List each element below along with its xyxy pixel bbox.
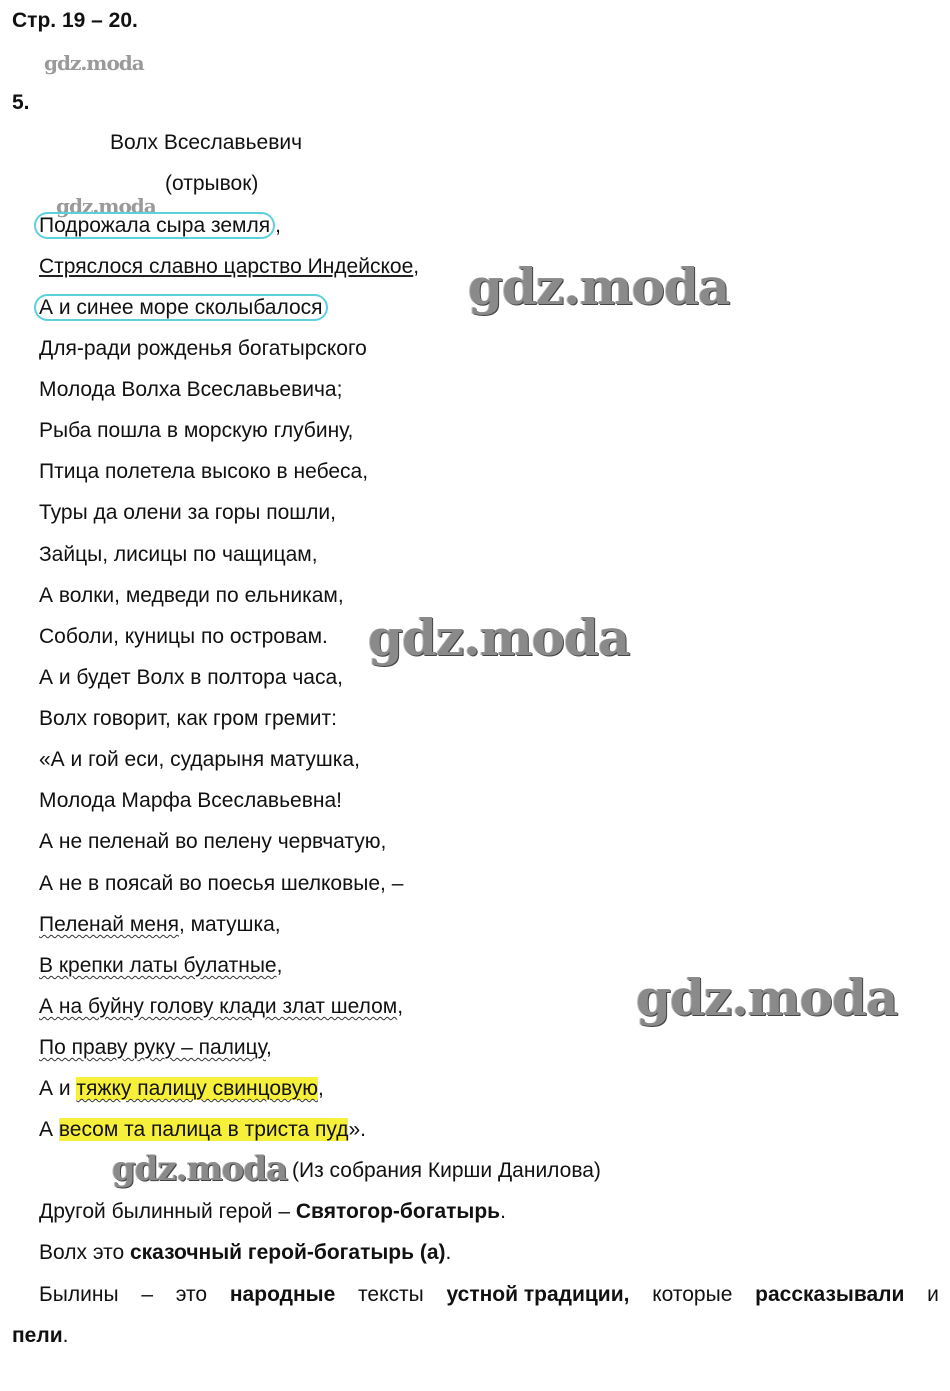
poem-line: Подрожала сыра земля , xyxy=(39,215,281,236)
answer-line: пели. xyxy=(12,1324,69,1347)
wavy-underlined-phrase: В крепки латы булатные xyxy=(39,954,277,977)
poem-source: (Из собрания Кирши Данилова) xyxy=(292,1159,601,1182)
poem-line: Зайцы, лисицы по чащицам, xyxy=(39,543,318,566)
answer-bold: Святогор-богатырь xyxy=(295,1200,501,1223)
watermark: gdz.moda xyxy=(368,608,630,667)
underlined-phrase: Стряслося славно царство Индейское xyxy=(39,255,414,278)
page-reference: Стр. 19 – 20. xyxy=(12,9,138,32)
wavy-underlined-phrase: А на буйну голову клади злат шелом xyxy=(39,995,398,1018)
answer-line: Волх это сказочный герой-богатырь (а). xyxy=(39,1241,452,1264)
answer-line: Былины – это народные тексты устной традиции, которые рассказывали и xyxy=(39,1283,939,1306)
poem-subtitle: (отрывок) xyxy=(165,172,259,195)
wavy-underlined-phrase: Пеленай меня xyxy=(39,913,179,936)
poem-line: Молода Марфа Всеславьевна! xyxy=(39,789,342,812)
task-number: 5. xyxy=(12,91,30,114)
circled-phrase: А и синее море сколыбалося xyxy=(34,294,328,321)
poem-line: Птица полетела высоко в небеса, xyxy=(39,460,369,483)
watermark: gdz.moda xyxy=(112,1149,288,1189)
answer-bold: народные xyxy=(229,1283,336,1306)
poem-line: Молода Волха Всеславьевича; xyxy=(39,378,343,401)
watermark: gdz.moda xyxy=(56,194,156,218)
poem-line: А не пеленай во пелену червчатую, xyxy=(39,830,387,853)
poem-line: Рыба пошла в морскую глубину, xyxy=(39,419,354,442)
poem-line: По праву руку – палицу, xyxy=(39,1036,272,1059)
wavy-underlined-phrase: По праву руку – палицу xyxy=(39,1036,267,1059)
poem-line: А и будет Волх в полтора часа, xyxy=(39,666,343,689)
poem-line: Соболи, куницы по островам. xyxy=(39,625,328,648)
poem-line: Волх говорит, как гром гремит: xyxy=(39,707,337,730)
answer-line: Другой былинный герой – Святогор-богатырь. xyxy=(39,1200,506,1223)
answer-bold: устной традиции, xyxy=(446,1283,630,1306)
highlighted-phrase: тяжку палицу свинцовую xyxy=(76,1077,318,1100)
poem-line: Стряслося славно царство Индейское, xyxy=(39,255,420,278)
poem-line: Для-ради рожденья богатырского xyxy=(39,337,367,360)
poem-line: А и тяжку палицу свинцовую, xyxy=(39,1077,324,1100)
poem-line: А на буйну голову клади злат шелом, xyxy=(39,995,404,1018)
answer-bold: пели xyxy=(12,1324,63,1347)
poem-line: А весом та палица в триста пуд». xyxy=(39,1118,366,1141)
poem-line: А не в поясай во поесья шелковые, – xyxy=(39,872,404,895)
watermark: gdz.moda xyxy=(636,968,898,1027)
answer-bold: рассказывали xyxy=(755,1283,905,1306)
poem-line: Пеленай меня, матушка, xyxy=(39,913,281,936)
poem-line: «А и гой еси, сударыня матушка, xyxy=(39,748,360,771)
highlighted-phrase: весом та палица в триста пуд xyxy=(58,1118,349,1141)
poem-line: А волки, медведи по ельникам, xyxy=(39,584,344,607)
circled-phrase: Подрожала сыра земля xyxy=(34,212,275,239)
watermark: gdz.moda xyxy=(468,257,730,316)
poem-line xyxy=(39,297,328,318)
answer-bold: сказочный герой-богатырь (а) xyxy=(129,1241,446,1264)
poem-line: Туры да олени за горы пошли, xyxy=(39,501,336,524)
poem-title: Волх Всеславьевич xyxy=(110,131,303,154)
poem-line: В крепки латы булатные, xyxy=(39,954,283,977)
watermark: gdz.moda xyxy=(44,51,144,75)
